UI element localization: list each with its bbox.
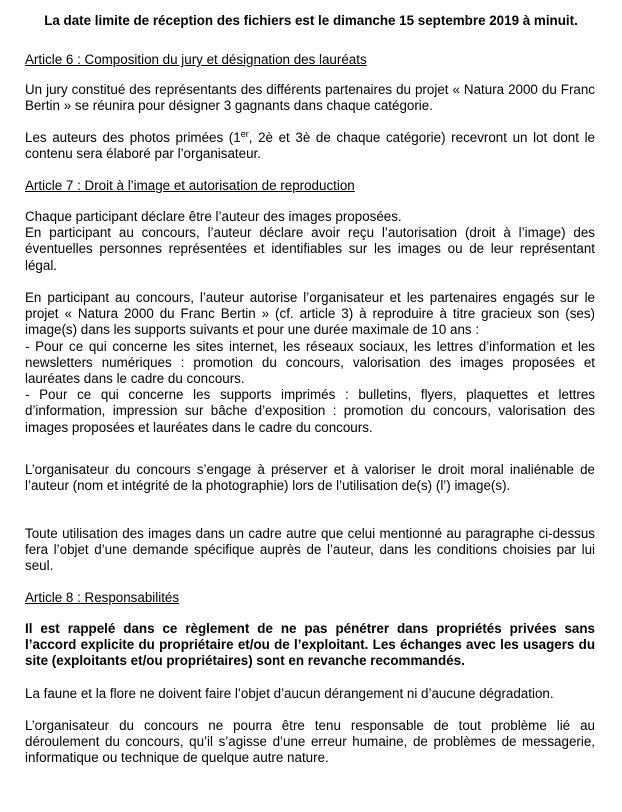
article-8-heading: Article 8 : Responsabilités — [25, 590, 180, 605]
article-6-heading: Article 6 : Composition du jury et désignation des lauréats — [25, 52, 367, 67]
article-7-paragraph-2 — [25, 290, 595, 436]
article-7-paragraph-1 — [25, 209, 595, 274]
article-7-p2-item-1: - Pour ce qui concerne les sites internet, les réseaux sociaux, les lettres d’information et les newsletters numériques : promotion du concours, valorisation des images proposées et lauréates dans le cadre du concours. — [25, 338, 595, 387]
article-8-paragraph-2: La faune et la flore ne doivent faire l’objet d’aucun dérangement ni d’aucune dégradation. — [25, 686, 554, 701]
article-7-paragraph-3: L’organisateur du concours s’engage à préserver et à valoriser le droit moral inaliénable de l’auteur (nom et intégrité de la photographie) lors de l’utilisation de(s) (l’) image(s). — [25, 462, 595, 494]
deadline-notice: La date limite de réception des fichiers est le dimanche 15 septembre 2019 à minuit. — [44, 13, 578, 28]
article-7-heading: Article 7 : Droit à l’image et autorisation de reproduction — [25, 178, 355, 193]
article-6-paragraph-2 — [25, 130, 595, 162]
article-7-p2-intro: En participant au concours, l’auteur autorise l’organisateur et les partenaires engagés sur le projet « Natura 2000 du Franc Bertin » (cf. article 3) à reproduire à titre gracieux son (ses) image(s) dans les supports suivants et pour une durée maximale de 10 ans : — [25, 290, 595, 338]
article-7-paragraph-4: Toute utilisation des images dans un cadre autre que celui mentionné au paragraphe ci-dessus fera l’objet d’une demande spécifique auprès de l’auteur, dans les conditions choisies par lui seul. — [25, 526, 595, 574]
article-6-paragraph-1: Un jury constitué des représentants des différents partenaires du projet « Natura 2000 du Franc Bertin » se réunira pour désigner 3 gagnants dans chaque catégorie. — [25, 82, 595, 114]
article-6-p2-superscript: er — [240, 129, 249, 139]
article-7-p2-item-2: - Pour ce qui concerne les supports imprimés : bulletins, flyers, plaquettes et lettres d’information, impression sur bâche d’exposition : promotion du concours, valorisation des images proposées et lauréates dans le cadre du concours. — [25, 387, 595, 435]
article-7-p1-line-2: En participant au concours, l’auteur déclare avoir reçu l’autorisation (droit à l’image) des éventuelles personnes représentées et identifiables sur les images ou de leur représentant légal. — [25, 225, 595, 273]
article-8-paragraph-1: Il est rappelé dans ce règlement de ne pas pénétrer dans propriétés privées sans l’accord explicite du propriétaire et/ou de l’exploitant. Les échanges avec les usagers du site (exploitants et/ou propriétaires) sont en revanche recommandés. — [25, 621, 595, 669]
article-8-paragraph-3: L’organisateur du concours ne pourra être tenu responsable de tout problème lié au déroulement du concours, qu’il s’agisse d’une erreur humaine, de problèmes de messagerie, informatique ou technique de quelque autre nature. — [25, 718, 595, 766]
article-7-p1-line-1: Chaque participant déclare être l’auteur des images proposées. — [25, 209, 402, 224]
article-6-p2-start: Les auteurs des photos primées (1 — [25, 130, 241, 145]
article-6-p2-end: , 2è et 3è de chaque catégorie) recevront un lot dont le contenu sera élaboré par l’organisateur. — [25, 130, 596, 162]
